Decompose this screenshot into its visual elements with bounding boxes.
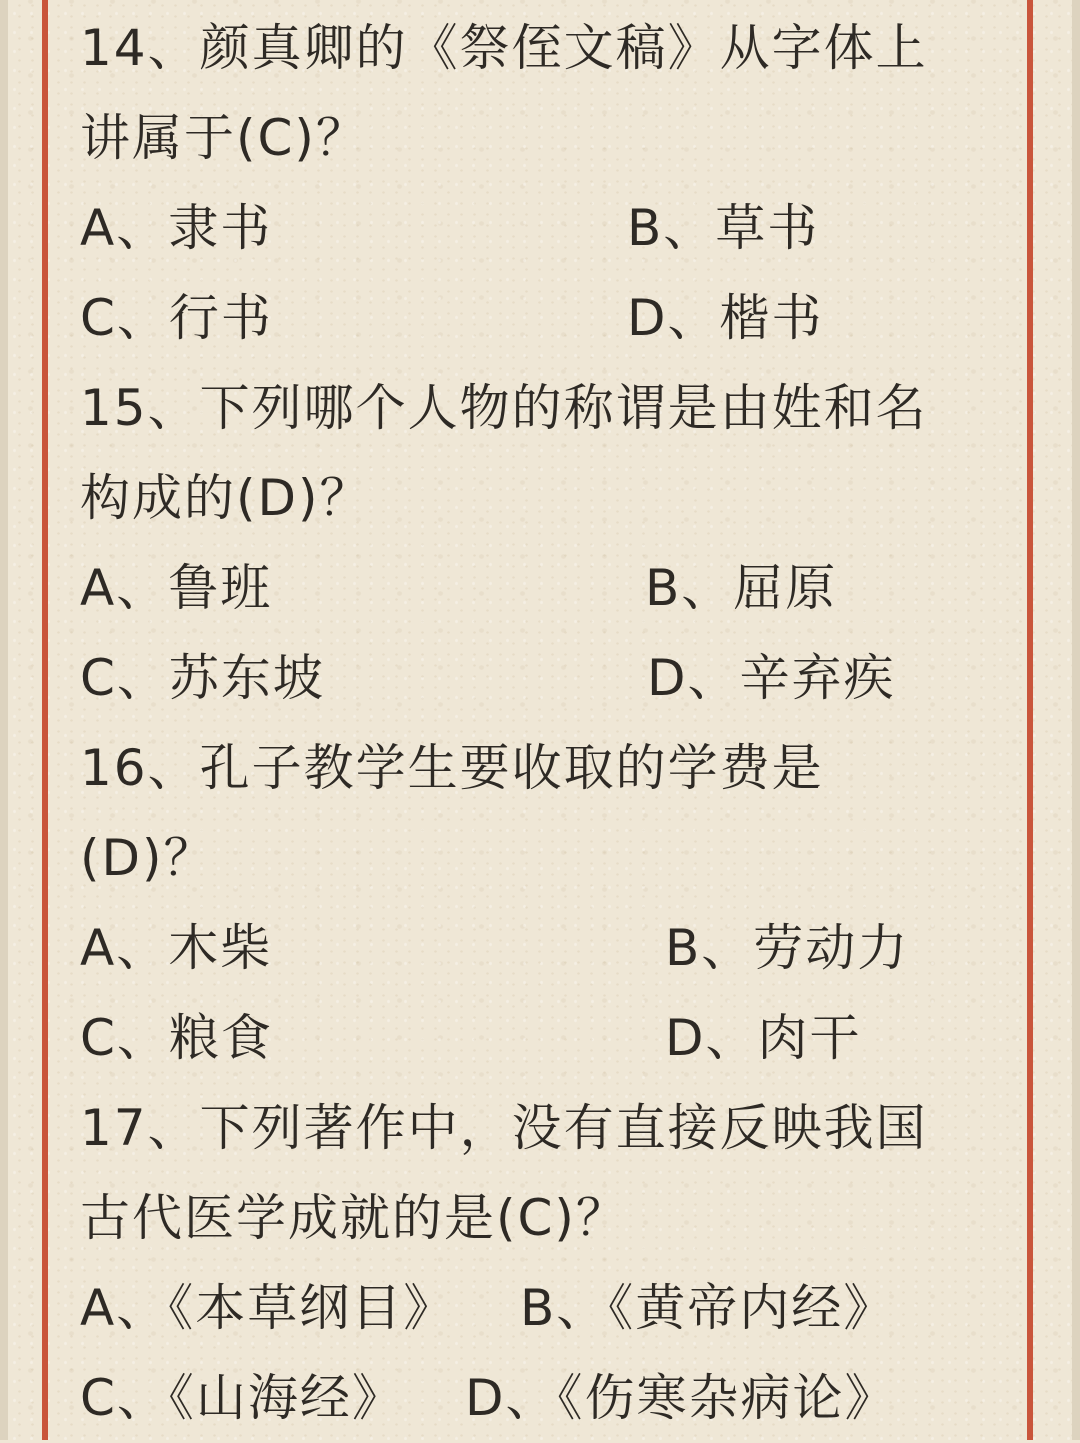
question-15-option-b: B、屈原 [645,559,838,617]
question-14-line-1: 14、颜真卿的《祭侄文稿》从字体上 [80,19,928,77]
question-15-line-2: 构成的(D)？ [80,469,372,527]
question-14-line-2: 讲属于(C)？ [80,109,368,167]
question-17-line-1: 17、下列著作中，没有直接反映我国 [80,1099,928,1157]
question-15-option-d: D、辛弃疾 [647,649,896,707]
question-16-option-a: A、木柴 [80,919,273,977]
question-16-option-d: D、肉干 [665,1009,862,1067]
question-14-option-d: D、楷书 [627,289,824,347]
red-border-left [42,0,48,1440]
question-16-line-1: 16、孔子教学生要收取的学费是 [80,739,824,797]
red-border-right [1027,0,1033,1440]
question-15-option-a: A、鲁班 [80,559,273,617]
question-17-line-2: 古代医学成就的是(C)？ [80,1189,628,1247]
question-14-option-b: B、草书 [627,199,820,257]
question-17-option-c: C、《山海经》 [80,1369,404,1427]
question-17-option-a: A、《本草纲目》 [80,1279,456,1337]
question-16-option-c: C、粮食 [80,1009,273,1067]
question-14-option-a: A、隶书 [80,199,273,257]
question-17-option-b: B、《黄帝内经》 [520,1279,896,1337]
page-edge-left [0,0,8,1440]
question-15-option-c: C、苏东坡 [80,649,325,707]
question-15-line-1: 15、下列哪个人物的称谓是由姓和名 [80,379,928,437]
question-16-line-2: (D)？ [80,829,216,887]
quiz-content [80,0,1020,1440]
question-17-option-d: D、《伤寒杂病论》 [465,1369,897,1427]
question-14-option-c: C、行书 [80,289,273,347]
question-16-option-b: B、劳动力 [665,919,910,977]
page-edge-right [1072,0,1080,1440]
